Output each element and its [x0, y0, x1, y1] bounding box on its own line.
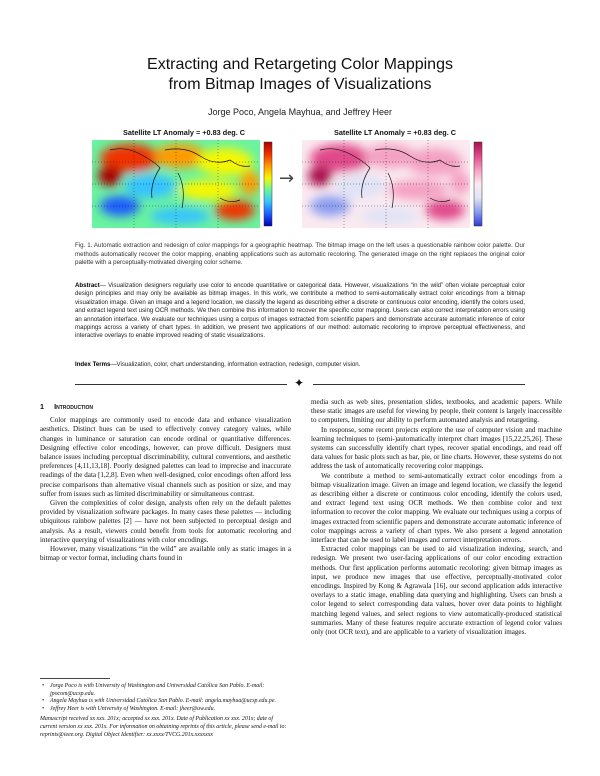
abstract: [75, 282, 525, 341]
right-column: [311, 398, 562, 637]
separator-diamond-icon: ✦: [294, 376, 305, 390]
footnote-affiliation-1: • Jorge Poco is with University of Washington and Universidad Católica San Pablo. E-mail: jpocom@ucsp.edu.: [50, 683, 291, 698]
author-affiliations: [40, 678, 291, 713]
footnotes: [40, 678, 291, 739]
intro-paragraph-7: Extracted color mappings can be used to aid visualization indexing, search, and redesign. We present two user-facing applications of our color encoding extraction methods. Our first application performs automatic recoloring: given bitmap images as input, we produce new images that use effective, perceptually-motivated color encodings. Inspired by Kong & Agrawala [16], our second application adds interactive overlays to a static image, enabling data querying and highlighting. Users can brush a color legend to select corresponding data values, hover over data points to highlight matching legend values, and select regions to view automatically-produced statistical summaries. Many of these features require accurate extraction of legend color values only (not OCR text), and are applicable to a variety of visualization images.: [311, 545, 562, 637]
arrow-icon: →: [279, 168, 295, 189]
figure-recolored-heatmap: [300, 128, 490, 232]
separator-left-rule: [75, 384, 287, 385]
author-list: Jorge Poco, Angela Mayhua, and Jeffrey Heer: [208, 107, 392, 117]
footnote-affiliation-3: • Jeffrey Heer is with University of Washington. E-mail: jheer@uw.edu.: [50, 706, 291, 714]
index-terms-label: Index Terms: [75, 361, 111, 368]
left-color-legend: [264, 142, 272, 226]
abstract-text: — Visualization designers regularly use color to encode quantitative or categorical data. However, visualizations “in the wild” often violate perceptual color design principles and may only be available as bitmap images. In this work, we contribute a method to semi-automatically extract color encodings from a bitmap visualization image. Given an image and a legend location, we classify the legend as describing either a discrete or continuous color encoding, identify the colors used, and extract legend text using OCR methods. We then combine this information to recover the specific color mapping. Users can also correct interpretation errors using an annotation interface. We evaluate our techniques using a corpus of images extracted from scientific papers and demonstrate accurate automatic inference of color mappings across a variety of chart types. In addition, we present two applications of our method: automatic recoloring to improve perceptual effectiveness, and interactive overlays to enable improved reading of static visualizations.: [75, 282, 525, 340]
intro-paragraph-6: We contribute a method to semi-automatically extract color encodings from a bitmap visualization image. Given an image and legend location, we classify the legend as describing either a discrete or continuous color encoding, identify the colors used, and extract legend text using OCR methods. We then combine color and text information to recover the color mapping. We evaluate our techniques using a corpus of images extracted from scientific papers and demonstrate accurate automatic inference of color mappings across a variety of chart types. We also present a legend annotation interface that can be used to label images and correct interpretation errors.: [311, 471, 562, 545]
paper-title: [0, 55, 600, 95]
footnote-rule: [40, 678, 110, 679]
left-map-title: Satellite LT Anomaly = +0.83 deg. C: [122, 128, 246, 137]
right-color-legend: [474, 142, 482, 226]
footnote-affiliation-2: • Angela Mayhua is with Universidad Católica San Pablo. E-mail: angela.mayhua@ucsp.edu.pe.: [50, 698, 291, 706]
title-line-2: from Bitmap Images of Visualizations: [168, 76, 432, 93]
index-terms: [75, 361, 525, 369]
left-column: [40, 402, 291, 563]
intro-paragraph-2: Given the complexities of color design, analysts often rely on the default palettes provided by visualization software packages. In many cases these palettes — including ubiquitous rainbow palettes [2] — have not been subjected to perceptual design and analysis. As a result, viewers could benefit from tools for automatic recoloring and interactive querying of visualizations with color encodings.: [40, 499, 291, 544]
right-map-title: Satellite LT Anomaly = +0.83 deg. C: [333, 128, 457, 137]
intro-paragraph-1: Color mappings are commonly used to encode data and enhance visualization aesthetics. Distinct hues can be used to effectively convey category values, while changes in luminance or saturation can encode ordinal or quantitative differences. Designing effective color encodings, however, can prove difficult. Designers must balance issues including perceptual discriminability, cultural conventions, and aesthetic preferences [4,11,13,18]. Poorly designed palettes can lead to imprecise and inaccurate readings of the data [1,2,8]. Even when well-designed, color encodings often afford less precise comparisons than alternative visual channels such as position or size, and may suffer from issues such as limited discriminability or simultaneous contrast.: [40, 416, 291, 498]
title-line-1: Extracting and Retargeting Color Mappings: [147, 56, 453, 73]
manuscript-info: Manuscript received xx xxx. 201x; accepted xx xxx. 201x. Date of Publication xx xxx. 201x; date of current version xx xxx. 201x. For information on obtaining reprints of this article, please send e-mail to: reprints@ieee.org. Digital Object Identifier: xx.xxxx/TVCG.201x.xxxxxxx: [40, 716, 287, 738]
right-map-svg: [300, 128, 490, 232]
abstract-label: Abstract: [75, 282, 100, 289]
section-heading: [40, 402, 291, 411]
left-map-svg: [90, 128, 278, 232]
figure-caption: Fig. 1. Automatic extraction and redesign of color mappings for a geographic heatmap. The bitmap image on the left uses a questionable rainbow color palette. Our methods automatically recover the color mapping, enabling applications such as automatic recoloring. The generated image on the right replaces the original color palette with a perceptually-motivated diverging color scheme.: [75, 242, 525, 267]
intro-paragraph-5: In response, some recent projects explore the use of computer vision and machine learning techniques to (semi-)automatically interpret chart images [15,22,25,26]. These systems can successfully identify chart types, recover spatial encodings, and read off data values for basic plots such as bar, pie, or line charts. However, these systems do not address the task of automatically recovering color mappings.: [311, 425, 562, 471]
section-title: Introduction: [54, 402, 94, 411]
intro-paragraph-4: media such as web sites, presentation slides, textbooks, and academic papers. While these static images are useful for viewing by people, their content is largely inaccessible to computers, limiting our ability to perform automated analysis and retargeting.: [311, 398, 562, 425]
separator-right-rule: [313, 384, 525, 385]
section-number: 1: [40, 402, 45, 411]
index-terms-text: —Visualization, color, chart understanding, information extraction, redesign, computer vision.: [110, 361, 361, 368]
intro-paragraph-3: However, many visualizations “in the wild” are available only as static images in a bitmap or vector format, including charts found in: [40, 545, 291, 563]
figure-original-heatmap: [90, 128, 278, 232]
